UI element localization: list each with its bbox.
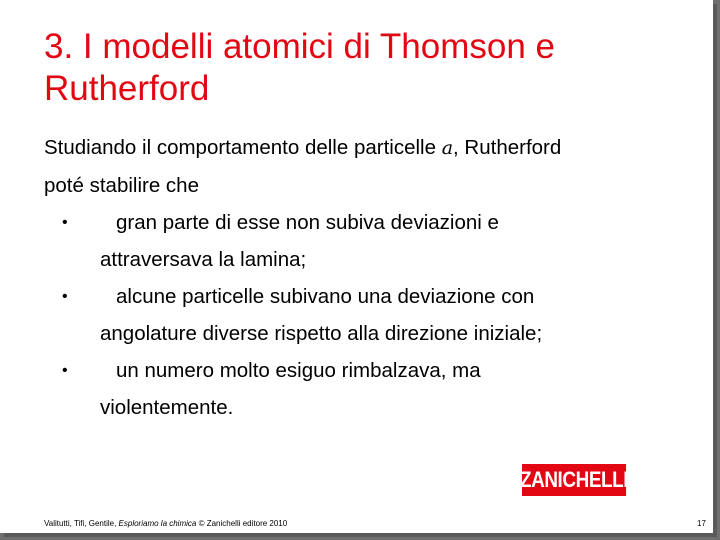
page-number: 17 [697, 519, 706, 528]
bullet-marker: • [62, 214, 68, 231]
intro-text-before: Studiando il comportamento delle particelle [44, 136, 442, 159]
bullet-item [44, 204, 684, 278]
bullet-line-2: angolature diverse rispetto alla direzione iniziale; [100, 322, 543, 345]
slide-title-line-1: 3. I modelli atomici di Thomson e [44, 27, 555, 66]
bullet-marker: • [62, 362, 68, 379]
slide-body [44, 129, 684, 426]
zanichelli-logo: ZANICHELLI [522, 464, 626, 496]
bullet-line-1: gran parte di esse non subiva deviazioni e [116, 211, 499, 234]
bullet-marker: • [62, 288, 68, 305]
intro-line-2: poté stabilire che [44, 174, 199, 197]
footer-credits [44, 519, 287, 528]
footer-book-title: Esploriamo la chimica [118, 519, 197, 528]
bullet-line-1: un numero molto esiguo rimbalzava, ma [116, 359, 481, 382]
footer-publisher: © Zanichelli editore 2010 [196, 519, 288, 528]
bullet-line-2: violentemente. [100, 396, 234, 419]
bullet-line-1: alcune particelle subivano una deviazione con [116, 285, 535, 308]
intro-line-1 [44, 129, 684, 167]
slide-title [44, 26, 684, 110]
slide-title-line-2: Rutherford [44, 69, 210, 108]
intro-paragraph [44, 129, 684, 204]
footer-authors: Valitutti, Tifi, Gentile, [44, 519, 119, 528]
bullet-item [44, 352, 684, 426]
bullet-list [44, 204, 684, 426]
intro-text-after: , Rutherford [453, 136, 562, 159]
bullet-line-2: attraversava la lamina; [100, 248, 307, 271]
bullet-item [44, 278, 684, 352]
alpha-symbol: a [441, 137, 454, 159]
